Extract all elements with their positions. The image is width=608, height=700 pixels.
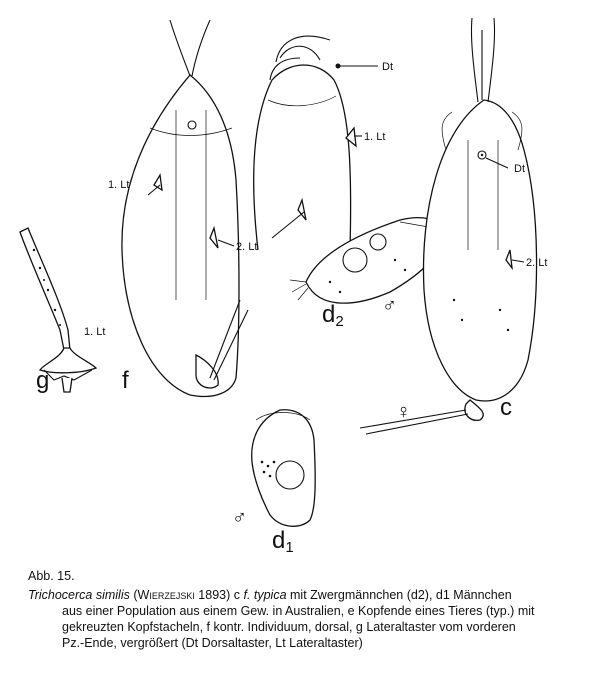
female-symbol: ♀: [396, 401, 411, 423]
label-2lt-f: 2. Lt: [236, 241, 258, 253]
caption-line-2: aus einer Population aus einem Gew. in Australien, e Kopfende eines Tieres (typ.) mit: [62, 604, 535, 618]
label-1lt-f: 1. Lt: [108, 179, 130, 191]
caption-line-3: gekreuzten Kopfstacheln, f kontr. Individuum, dorsal, g Lateraltaster vom vorderen: [62, 620, 516, 634]
caption-text: Trichocerca similis (Wierzejski 1893) c f. typica mit Zwergmännchen (d2), d1 Männchen aus einer Population aus einem Gew. in Australien, e Kopfende eines Tieres (typ.) mit gekreuzten Kopfstacheln, f kontr. Individuum, dorsal, g Lateraltaster vom vorderen Pz.-Ende, vergrößert (Dt Dorsaltaster, Lt Lateraltaster): [28, 587, 588, 651]
caption-species: Trichocerca similis: [28, 588, 130, 602]
caption-author: Wierzejski: [137, 588, 195, 602]
drawing-f-contracted-individual: [122, 20, 248, 396]
label-dt-c: Dt: [514, 163, 525, 175]
male-symbol-d1: ♂: [232, 507, 247, 529]
figure-caption: [28, 568, 588, 651]
label-d2: d2: [322, 301, 344, 330]
drawing-g-lateral-antenna: [20, 228, 96, 392]
caption-line-4: Pz.-Ende, vergrößert (Dt Dorsaltaster, Lt Lateraltaster): [62, 636, 363, 650]
label-f: f: [122, 367, 129, 394]
label-1lt-g: 1. Lt: [84, 326, 106, 338]
label-d1: d1: [272, 527, 294, 556]
caption-label: Abb. 15.: [28, 569, 75, 583]
drawing-d1-male: [252, 410, 315, 527]
label-dt-top: Dt: [382, 61, 393, 73]
label-c: c: [500, 394, 512, 421]
male-symbol-d2: ♂: [382, 295, 397, 317]
label-1lt-top: 1. Lt: [364, 131, 386, 143]
drawing-e-head-end: [254, 36, 356, 250]
caption-form: f. typica: [243, 588, 287, 602]
label-g: g: [36, 367, 50, 394]
label-2lt-c: 2. Lt: [526, 257, 548, 269]
